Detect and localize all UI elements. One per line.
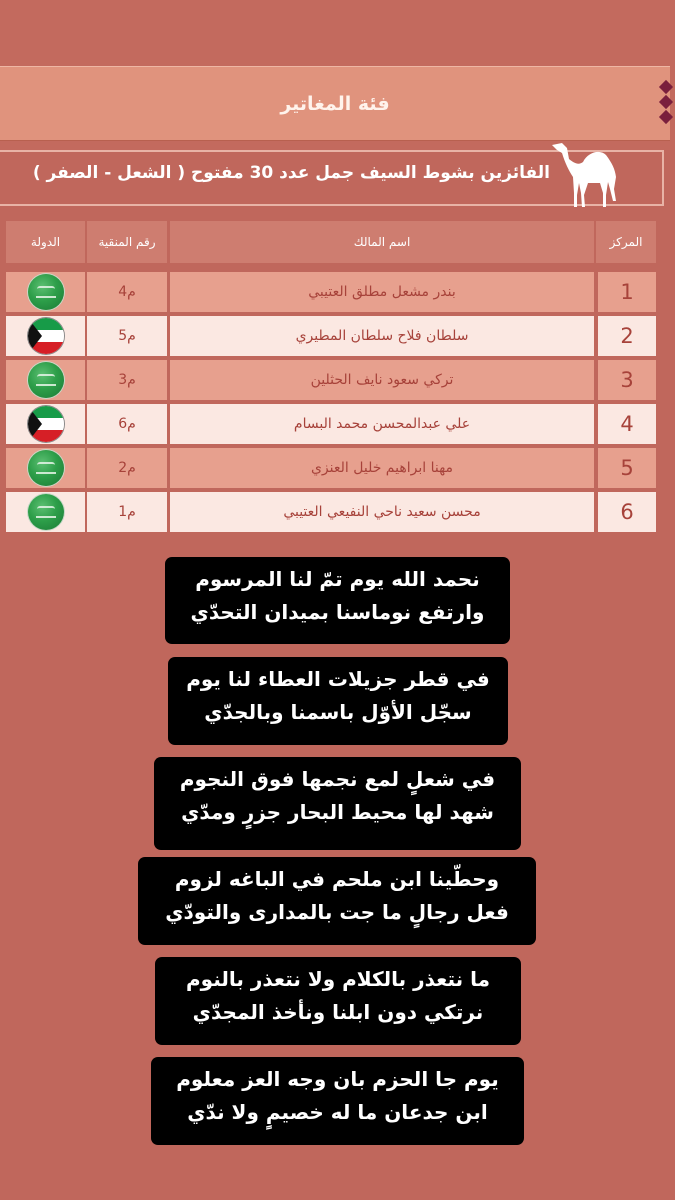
saudi-flag-icon [28,450,64,486]
owner-cell: محسن سعيد ناحي النفيعي العتيبي [170,492,594,532]
country-cell [6,492,85,532]
verse-line: في شعلٍ لمع نجمها فوق النجوم [179,767,496,791]
owner-cell: علي عبدالمحسن محمد البسام [170,404,594,444]
verse-line: شهد لها محيط البحار جزرٍ ومدّي [181,800,494,824]
verse-line: وحطّينا ابن ملحم في الباغه لزوم [174,867,500,891]
rank-cell: 1 [598,272,656,312]
poem-verse [138,857,536,945]
poem-verse [151,1057,524,1145]
verse-line: فعل رجالٍ ما جت بالمدارى والتودّي [165,900,509,924]
chip-column-header: رقم المنقية [87,221,167,263]
owner-cell: سلطان فلاح سلطان المطيري [170,316,594,356]
race-subtitle: الفائزين بشوط السيف جمل عدد 30 مفتوح ( الشعل - الصفر ) [32,163,550,183]
rank-cell: 4 [598,404,656,444]
rank-column-header: المركز [596,221,656,263]
kuwait-flag-icon [28,318,64,354]
verse-line: وارتفع نوماسنا بميدان التحدّي [190,600,485,624]
country-cell [6,404,85,444]
owner-cell: مهنا ابراهيم خليل العنزي [170,448,594,488]
rank-cell: 2 [598,316,656,356]
poem-verse [155,957,521,1045]
verse-line: نحمد الله يوم تمّ لنا المرسوم [195,567,480,591]
rank-cell: 5 [598,448,656,488]
country-cell [6,272,85,312]
verse-line: سجّل الأوّل باسمنا وبالجدّي [204,700,472,724]
verse-line: ابن جدعان ما له خصيمٍ ولا ندّي [187,1100,488,1124]
poem-verse [154,757,521,850]
chip-cell: م5 [87,316,167,356]
country-cell [6,360,85,400]
chip-cell: م6 [87,404,167,444]
chip-cell: م3 [87,360,167,400]
saudi-flag-icon [28,494,64,530]
saudi-flag-icon [28,274,64,310]
poem-verse [168,657,508,745]
kuwait-flag-icon [28,406,64,442]
chip-cell: م2 [87,448,167,488]
category-title: فئة المغاتير [280,92,390,115]
camel-icon [548,137,632,211]
chip-cell: م1 [87,492,167,532]
country-column-header: الدولة [6,221,85,263]
verse-line: يوم جا الحزم بان وجه العز معلوم [176,1067,499,1091]
owner-column-header: اسم المالك [170,221,594,263]
poem-verse [165,557,510,644]
verse-line: في قطر جزيلات العطاء لنا يوم [186,667,490,691]
country-cell [6,316,85,356]
verse-line: نرتكي دون ابلنا ونأخذ المجدّي [192,1000,484,1024]
category-banner [0,66,670,141]
verse-line: ما نتعذر بالكلام ولا نتعذر بالنوم [186,967,490,991]
saudi-flag-icon [28,362,64,398]
owner-cell: تركي سعود نايف الحثلين [170,360,594,400]
rank-cell: 3 [598,360,656,400]
chip-cell: م4 [87,272,167,312]
owner-cell: بندر مشعل مطلق العتيبي [170,272,594,312]
rank-cell: 6 [598,492,656,532]
country-cell [6,448,85,488]
